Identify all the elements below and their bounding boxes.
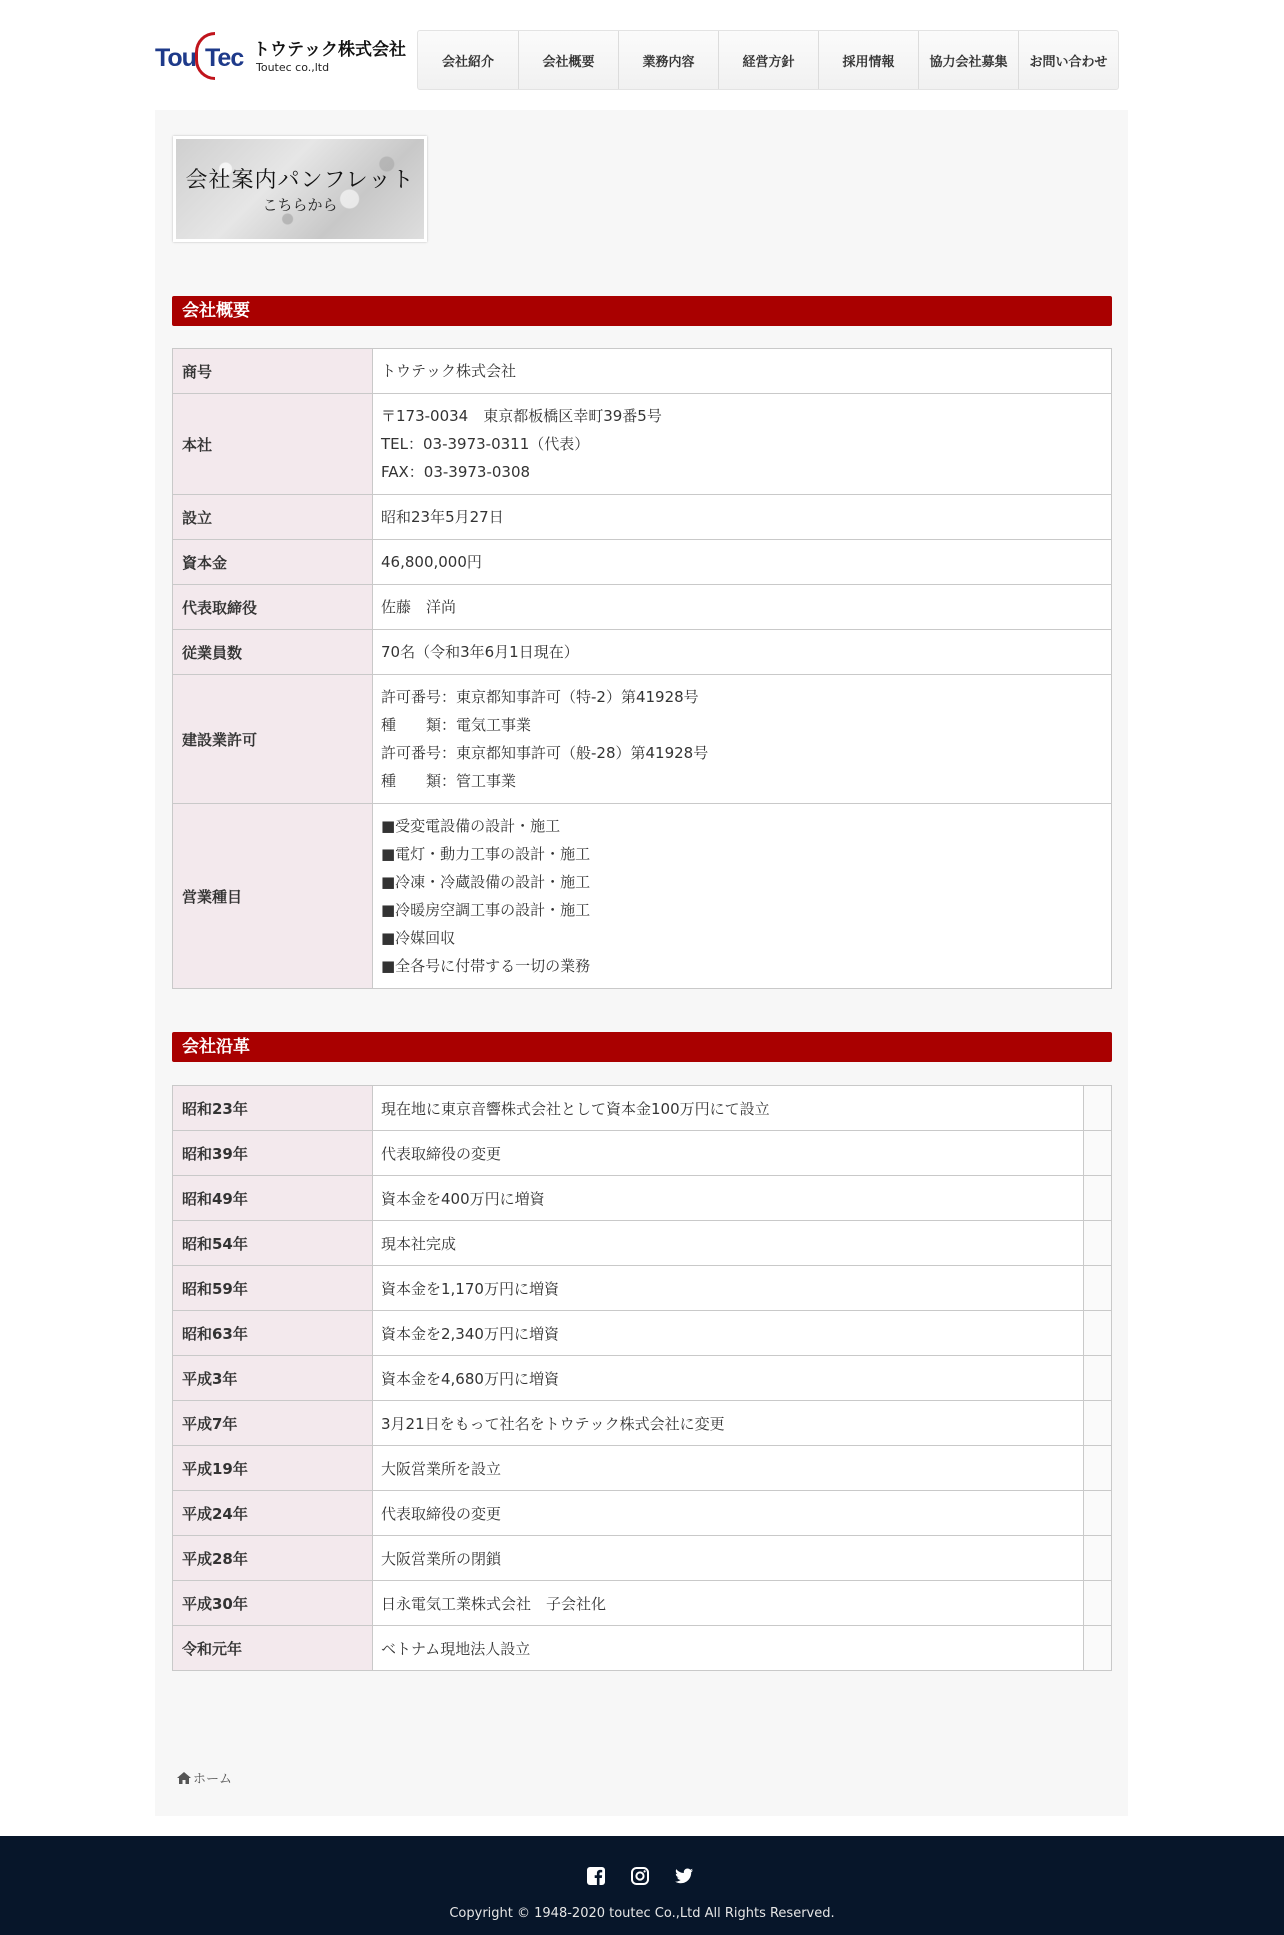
overview-table	[172, 348, 1112, 989]
history-year: 平成7年	[173, 1401, 373, 1446]
value-line: 種 類：電気工事業	[381, 716, 532, 734]
history-event: 日永電気工業株式会社 子会社化	[373, 1581, 1084, 1626]
site-logo[interactable]	[155, 28, 406, 84]
value-line: FAX：03-3973-0308	[381, 463, 531, 481]
row-label: 商号	[173, 349, 373, 394]
history-year: 平成19年	[173, 1446, 373, 1491]
row-label: 設立	[173, 495, 373, 540]
history-year: 昭和49年	[173, 1176, 373, 1221]
overview-section-title: 会社概要	[172, 296, 1112, 326]
breadcrumb-home-link[interactable]: ホーム	[193, 1772, 233, 1787]
row-label: 営業種目	[173, 804, 373, 989]
empty-cell	[1084, 1401, 1112, 1446]
history-event: 代表取締役の変更	[373, 1491, 1084, 1536]
row-value	[373, 394, 1112, 495]
table-row	[173, 1626, 1112, 1671]
row-value	[373, 585, 1112, 630]
value-line: 70名（令和3年6月1日現在）	[381, 643, 579, 661]
table-row	[173, 1176, 1112, 1221]
pamphlet-subtitle: こちらから	[262, 196, 338, 214]
logo-mark-right: Tec	[205, 44, 244, 72]
nav-item-company-overview[interactable]: 会社概要	[518, 31, 618, 89]
empty-cell	[1084, 1626, 1112, 1671]
history-event: 資本金を400万円に増資	[373, 1176, 1084, 1221]
table-row	[173, 1446, 1112, 1491]
logo-company-name: トウテック株式会社	[253, 40, 406, 60]
empty-cell	[1084, 1176, 1112, 1221]
table-row	[173, 349, 1112, 394]
table-row	[173, 1311, 1112, 1356]
pamphlet-title: 会社案内パンフレット	[185, 168, 415, 193]
history-event: 代表取締役の変更	[373, 1131, 1084, 1176]
row-label: 代表取締役	[173, 585, 373, 630]
table-row	[173, 675, 1112, 804]
table-row	[173, 394, 1112, 495]
value-line: トウテック株式会社	[381, 362, 517, 380]
logo-company-name-en: Toutec co.,ltd	[256, 61, 330, 74]
value-line: ■冷凍・冷蔵設備の設計・施工	[381, 873, 591, 891]
row-value	[373, 630, 1112, 675]
value-line: 46,800,000円	[381, 553, 482, 571]
value-line: 種 類：管工事業	[381, 772, 517, 790]
table-row	[173, 1491, 1112, 1536]
main-nav	[417, 30, 1119, 90]
value-line: TEL：03-3973-0311（代表）	[381, 435, 590, 453]
history-section-title: 会社沿革	[172, 1032, 1112, 1062]
table-row	[173, 1221, 1112, 1266]
table-row	[173, 1356, 1112, 1401]
row-label: 本社	[173, 394, 373, 495]
history-year: 昭和54年	[173, 1221, 373, 1266]
table-row	[173, 1536, 1112, 1581]
row-value	[373, 495, 1112, 540]
value-line: 佐藤 洋尚	[381, 598, 457, 616]
site-footer	[0, 1836, 1284, 1935]
history-year: 昭和23年	[173, 1086, 373, 1131]
logo-text	[253, 35, 406, 74]
row-value	[373, 540, 1112, 585]
empty-cell	[1084, 1536, 1112, 1581]
history-year: 昭和63年	[173, 1311, 373, 1356]
history-year: 平成3年	[173, 1356, 373, 1401]
history-event: ベトナム現地法人設立	[373, 1626, 1084, 1671]
twitter-icon[interactable]	[674, 1866, 694, 1886]
nav-item-partners[interactable]: 協力会社募集	[918, 31, 1018, 89]
history-event: 3月21日をもって社名をトウテック株式会社に変更	[373, 1401, 1084, 1446]
empty-cell	[1084, 1581, 1112, 1626]
value-line: ■全各号に付帯する一切の業務	[381, 957, 591, 975]
empty-cell	[1084, 1356, 1112, 1401]
home-icon	[177, 1772, 191, 1784]
row-value	[373, 804, 1112, 989]
row-label: 建設業許可	[173, 675, 373, 804]
value-line: 許可番号：東京都知事許可（般-28）第41928号	[381, 744, 709, 762]
table-row	[173, 630, 1112, 675]
history-event: 資本金を1,170万円に増資	[373, 1266, 1084, 1311]
history-event: 大阪営業所を設立	[373, 1446, 1084, 1491]
nav-item-business[interactable]: 業務内容	[618, 31, 718, 89]
history-year: 昭和59年	[173, 1266, 373, 1311]
history-event: 資本金を4,680万円に増資	[373, 1356, 1084, 1401]
value-line: ■受変電設備の設計・施工	[381, 817, 561, 835]
history-year: 昭和39年	[173, 1131, 373, 1176]
row-label: 資本金	[173, 540, 373, 585]
value-line: 許可番号：東京都知事許可（特-2）第41928号	[381, 688, 699, 706]
history-year: 平成30年	[173, 1581, 373, 1626]
nav-item-recruit[interactable]: 採用情報	[818, 31, 918, 89]
facebook-icon[interactable]	[586, 1866, 606, 1886]
social-links	[586, 1866, 694, 1886]
nav-item-company-intro[interactable]: 会社紹介	[441, 54, 494, 70]
row-label: 従業員数	[173, 630, 373, 675]
empty-cell	[1084, 1311, 1112, 1356]
row-value	[373, 349, 1112, 394]
table-row	[173, 1581, 1112, 1626]
value-line: ■冷暖房空調工事の設計・施工	[381, 901, 591, 919]
empty-cell	[1084, 1491, 1112, 1536]
breadcrumb[interactable]	[177, 1768, 232, 1787]
history-table	[172, 1085, 1112, 1671]
value-line: ■電灯・動力工事の設計・施工	[381, 845, 591, 863]
history-year: 平成28年	[173, 1536, 373, 1581]
table-row	[173, 540, 1112, 585]
table-row	[173, 585, 1112, 630]
row-value	[373, 675, 1112, 804]
value-line: 昭和23年5月27日	[381, 508, 504, 526]
table-row	[173, 1266, 1112, 1311]
history-event: 資本金を2,340万円に増資	[373, 1311, 1084, 1356]
empty-cell	[1084, 1131, 1112, 1176]
logo-mark	[155, 30, 250, 82]
main-content	[155, 110, 1128, 1816]
nav-item-contact[interactable]: お問い合わせ	[1018, 31, 1118, 89]
value-line: ■冷媒回収	[381, 929, 456, 947]
empty-cell	[1084, 1266, 1112, 1311]
pamphlet-banner[interactable]	[173, 136, 427, 242]
history-year: 平成24年	[173, 1491, 373, 1536]
logo-mark-left: Tou	[155, 44, 196, 72]
table-row	[173, 804, 1112, 989]
history-year: 令和元年	[173, 1626, 373, 1671]
table-row	[173, 1086, 1112, 1131]
table-row	[173, 495, 1112, 540]
empty-cell	[1084, 1446, 1112, 1491]
history-event: 現在地に東京音響株式会社として資本金100万円にて設立	[373, 1086, 1084, 1131]
history-event: 現本社完成	[373, 1221, 1084, 1266]
value-line: 〒173-0034 東京都板橋区幸町39番5号	[381, 407, 662, 425]
table-row	[173, 1401, 1112, 1446]
site-header	[0, 0, 1284, 110]
instagram-icon[interactable]	[630, 1866, 650, 1886]
table-row	[173, 1131, 1112, 1176]
nav-item-policy[interactable]: 経営方針	[718, 31, 818, 89]
history-event: 大阪営業所の閉鎖	[373, 1536, 1084, 1581]
empty-cell	[1084, 1086, 1112, 1131]
copyright-text: Copyright © 1948-2020 toutec Co.,Ltd All Rights Reserved.	[449, 1906, 835, 1921]
empty-cell	[1084, 1221, 1112, 1266]
